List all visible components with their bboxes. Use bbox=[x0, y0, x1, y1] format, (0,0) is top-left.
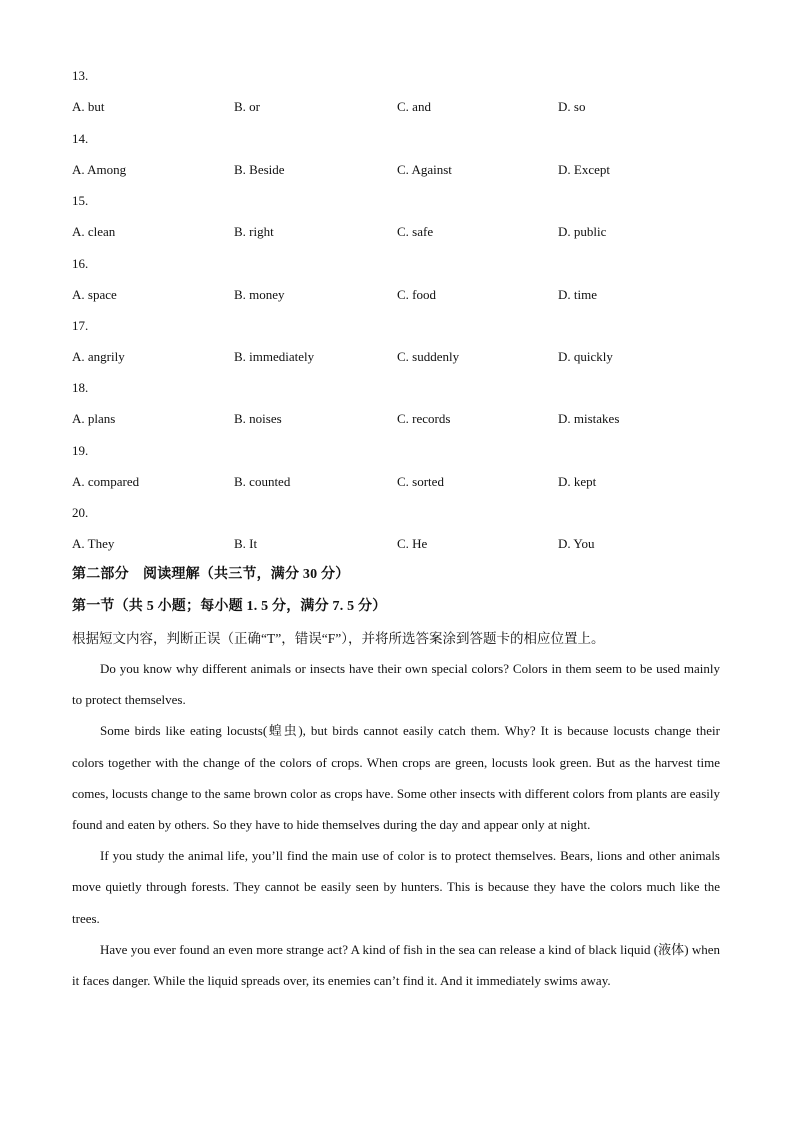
option-a: A. plans bbox=[72, 411, 116, 426]
option-c: C. safe bbox=[397, 224, 434, 239]
part-heading: 第二部分 阅读理解（共三节，满分 30 分） bbox=[72, 567, 350, 582]
question-number: 15. bbox=[72, 193, 89, 208]
option-d: D. Except bbox=[558, 162, 610, 177]
option-b: B. noises bbox=[234, 411, 282, 426]
option-a: A. but bbox=[72, 99, 105, 114]
options-row bbox=[72, 224, 732, 240]
option-d: D. so bbox=[558, 99, 586, 114]
passage-paragraph: Some birds like eating locusts(蝗虫), but birds cannot easily catch them. Why? It is because locusts change their colors together with the change of the colors of crops. When crops are green, locusts look green. But as the harvest time comes, locusts change to the same brown color as crops have. Some other insects with different colors from plants are easily found and eaten by others. So they have to hide themselves during the day and appear only at night. bbox=[72, 723, 720, 833]
option-c: C. He bbox=[397, 536, 428, 551]
option-b: B. money bbox=[234, 287, 285, 302]
option-c: C. suddenly bbox=[397, 349, 460, 364]
option-d: D. kept bbox=[558, 474, 597, 489]
option-c: C. records bbox=[397, 411, 451, 426]
option-b: B. Beside bbox=[234, 162, 285, 177]
options-row bbox=[72, 411, 732, 427]
options-row bbox=[72, 287, 732, 303]
option-a: A. Among bbox=[72, 162, 127, 177]
question-number: 16. bbox=[72, 256, 89, 271]
options-row bbox=[72, 536, 732, 552]
options-row bbox=[72, 474, 732, 490]
option-b: B. It bbox=[234, 536, 258, 551]
option-b: B. or bbox=[234, 99, 260, 114]
reading-passage bbox=[72, 653, 720, 996]
option-b: B. counted bbox=[234, 474, 291, 489]
option-c: C. sorted bbox=[397, 474, 444, 489]
passage-paragraph: Have you ever found an even more strange act? A kind of fish in the sea can release a kind of black liquid (液体) when it faces danger. While the liquid spreads over, its enemies can’t find it. And it immediately swims away. bbox=[72, 941, 720, 989]
question-number: 18. bbox=[72, 380, 89, 395]
option-d: D. time bbox=[558, 287, 597, 302]
passage-paragraph: Do you know why different animals or insects have their own special colors? Colors in them seem to be used mainly to protect themselves. bbox=[72, 661, 720, 708]
question-number: 20. bbox=[72, 505, 89, 520]
option-d: D. You bbox=[558, 536, 595, 551]
option-a: A. They bbox=[72, 536, 115, 551]
option-d: D. public bbox=[558, 224, 607, 239]
option-c: C. and bbox=[397, 99, 431, 114]
passage-paragraph: If you study the animal life, you’ll find the main use of color is to protect themselves. Bears, lions and other animals move quietly through forests. They cannot be easily seen by hunters. This is because they have the colors much like the trees. bbox=[72, 848, 720, 926]
option-a: A. angrily bbox=[72, 349, 125, 364]
options-row bbox=[72, 349, 732, 365]
option-b: B. immediately bbox=[234, 349, 315, 364]
option-c: C. Against bbox=[397, 162, 452, 177]
option-a: A. compared bbox=[72, 474, 140, 489]
section-heading: 第一节（共 5 小题；每小题 1. 5 分，满分 7. 5 分） bbox=[72, 599, 387, 614]
options-row bbox=[72, 162, 732, 178]
question-number: 13. bbox=[72, 68, 89, 83]
instruction-text: 根据短文内容，判断正误（正确“T”，错误“F”），并将所选答案涂到答题卡的相应位置上。 bbox=[72, 631, 605, 646]
option-c: C. food bbox=[397, 287, 436, 302]
options-row bbox=[72, 99, 732, 115]
option-d: D. quickly bbox=[558, 349, 613, 364]
question-number: 14. bbox=[72, 131, 89, 146]
question-number: 19. bbox=[72, 443, 89, 458]
option-b: B. right bbox=[234, 224, 274, 239]
option-d: D. mistakes bbox=[558, 411, 620, 426]
option-a: A. clean bbox=[72, 224, 116, 239]
option-a: A. space bbox=[72, 287, 117, 302]
question-number: 17. bbox=[72, 318, 89, 333]
